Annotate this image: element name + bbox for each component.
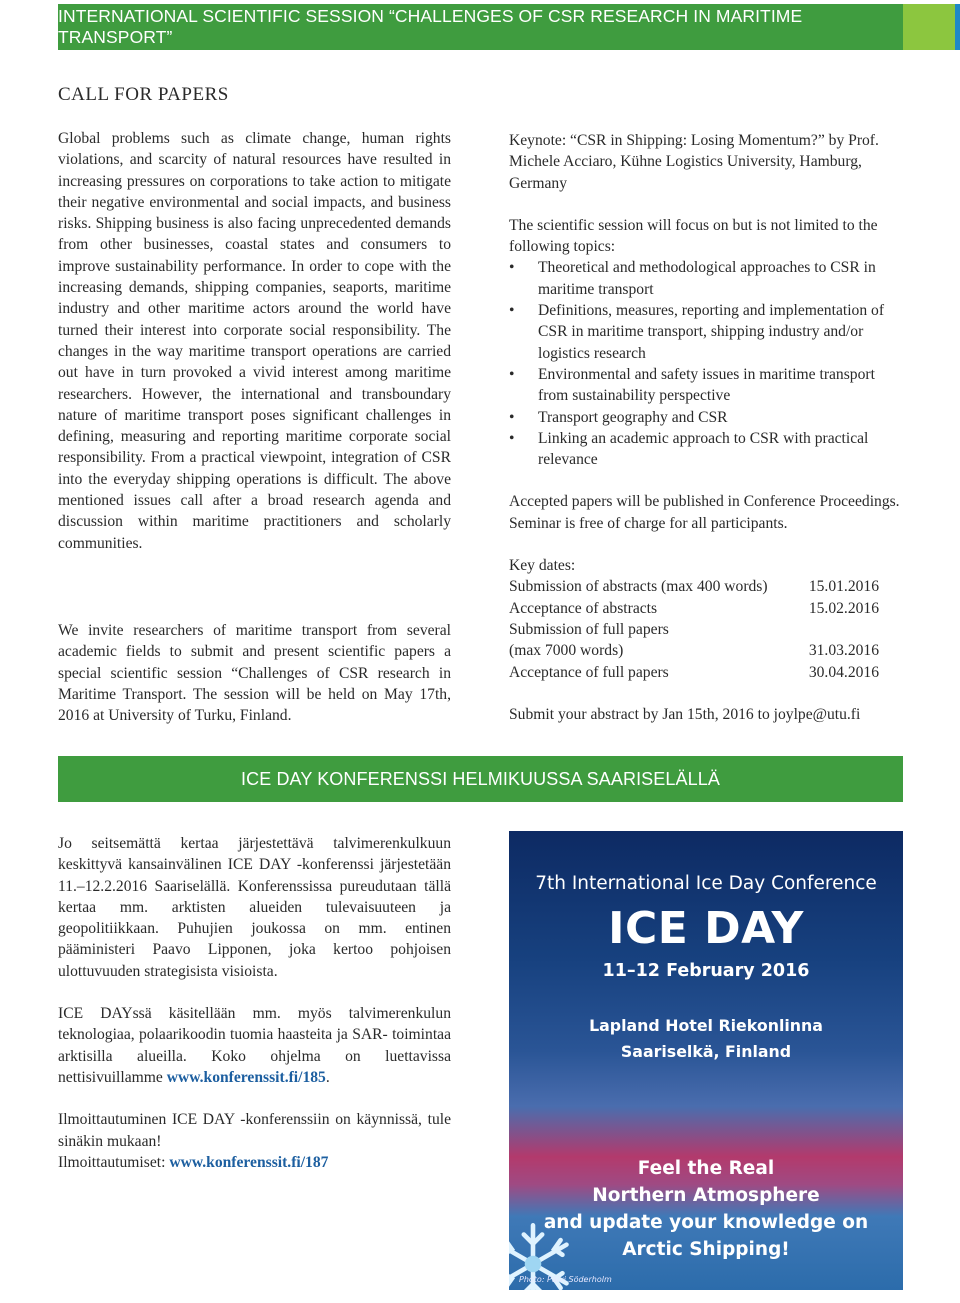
photo-credit: Photo: Päivi Söderholm (519, 1275, 612, 1284)
key-date-label: Acceptance of abstracts (509, 599, 658, 617)
key-date-value: 15.01.2016 (808, 578, 879, 596)
details-column (509, 130, 909, 725)
topic-item: • Environmental and safety issues in maritime transport from sustainability perspective (538, 364, 909, 407)
key-date-value: 31.03.2016 (808, 642, 879, 660)
program-link[interactable]: www.konferenssit.fi/185 (166, 1068, 326, 1086)
key-date-label: Submission of abstracts (max 400 words) (509, 578, 768, 596)
session-banner-text: INTERNATIONAL SCIENTIFIC SESSION “CHALLENGES OF CSR RESEARCH IN MARITIME TRANSPORT” (58, 6, 803, 47)
ice-day-paragraph-3-text: Ilmoittautuminen ICE DAY -konferenssiin on käynnissä, tule sinäkin mukaan! (58, 1111, 451, 1150)
key-dates-table (509, 576, 879, 682)
ice-day-paragraph-1: Jo seitsemättä kertaa järjestettävä talvimerenkulkuun keskittyvä kansainvälinen ICE DAY -konferenssi järjestetään 11.–12.2.2016 Saariselällä. Konferenssissa pureudutaan tällä kertaa mm. arktisten alueiden tulevaisuuteen ja geopolitiikkaan. Puhujien joukossa on mm. entinen pääministeri Paavo Lipponen, joka kertoo pohjoisen ulottuvuuden strategisista visioista. (58, 835, 451, 980)
poster-tagline-line: and update your knowledge on (543, 1212, 869, 1233)
poster-dates: 11–12 February 2016 (602, 961, 810, 981)
session-banner (58, 4, 903, 50)
intro-paragraph: Global problems such as climate change, human rights violations, and scarcity of natural resources have resulted in increasing pressures on corporations to take action to mitigate their negative environmental and social impacts, and business risks. Shipping business is also facing unprecedented demands from other businesses, coastal states and consumers to improve sustainability performance. In order to cope with the increasing demands, shipping companies, seaports, maritime industry and other maritime actors around the world have turned their interest into corporate social responsibility. The changes in the way maritime transport operations are carried out have in turn provoked a vivid interest among maritime researchers. However, the international and transboundary nature of maritime transport poses significant challenges in defining, measuring and reporting maritime corporate social responsibility. From a practical viewpoint, integration of CSR into the everyday shipping operations is difficult. The above mentioned issues call after a broad research agenda and discussion within maritime practitioners and scholarly communities. (58, 130, 451, 552)
key-date-value (799, 619, 879, 640)
topic-item: • Linking an academic approach to CSR with practical relevance (538, 428, 909, 471)
key-date-row (509, 598, 879, 619)
key-date-row (509, 576, 879, 597)
topics-intro: The scientific session will focus on but is not limited to the following topics: (509, 216, 878, 256)
ice-day-paragraph-3 (58, 1109, 451, 1173)
ice-day-poster (509, 831, 903, 1290)
ice-day-paragraph-2-text: ICE DAYssä käsitellään mm. myös talvimerenkulun teknologiaa, polaarikoodin tuomia haasteita ja SAR- toimintaa arktisilla alueilla. Koko ohjelma on luettavissa nettisivuillamme (58, 1005, 451, 1086)
key-date-row (509, 640, 879, 661)
poster-tagline-line: Feel the Real (637, 1158, 775, 1179)
poster-tagline-line: Arctic Shipping! (622, 1239, 790, 1260)
topics-list (509, 257, 909, 470)
key-dates-title: Key dates: (509, 557, 576, 575)
registration-label: Ilmoittautumiset: (58, 1153, 166, 1171)
poster-venue-line-1: Lapland Hotel Riekonlinna (589, 1016, 823, 1035)
poster-tagline-line: Northern Atmosphere (592, 1185, 820, 1206)
key-date-label: Submission of full papers (509, 620, 669, 638)
ice-day-banner (58, 756, 903, 802)
key-date-label: Acceptance of full papers (509, 663, 669, 681)
call-for-papers-heading: CALL FOR PAPERS (58, 84, 229, 105)
key-date-value: 30.04.2016 (808, 663, 879, 681)
intro-column (58, 128, 451, 554)
key-date-row (509, 662, 879, 683)
keynote-paragraph: Keynote: “CSR in Shipping: Losing Momentum?” by Prof. Michele Acciaro, Kühne Logistics University, Hamburg, Germany (509, 132, 879, 192)
poster-title: ICE DAY (608, 903, 804, 954)
banner-accent-green (903, 4, 960, 50)
topic-item: • Transport geography and CSR (538, 407, 909, 428)
submit-note: Submit your abstract by Jan 15th, 2016 to joylpe@utu.fi (509, 705, 861, 723)
banner-accent-blue (955, 4, 960, 50)
key-date-value: 15.02.2016 (808, 599, 879, 617)
poster-venue (509, 1013, 903, 1065)
ice-day-banner-text: ICE DAY KONFERENSSI HELMIKUUSSA SAARISELÄLLÄ (241, 768, 720, 789)
invite-column (58, 620, 451, 726)
poster-venue-line-2: Saariselkä, Finland (620, 1042, 792, 1061)
key-date-label: (max 7000 words) (509, 642, 624, 660)
registration-link[interactable]: www.konferenssit.fi/187 (169, 1153, 329, 1171)
ice-day-paragraph-2: ICE DAYssä käsitellään mm. myös talvimerenkulun teknologiaa, polaarikoodin tuomia haasteita ja SAR- toimintaa arktisilla alueilla. Koko ohjelma on luettavissa nettisivuillamme www.konferenssit.fi/185. (58, 1005, 451, 1086)
ice-day-column (58, 833, 451, 1173)
poster-subtitle: 7th International Ice Day Conference (535, 873, 877, 894)
invite-paragraph: We invite researchers of maritime transport from several academic fields to submit and present scientific papers a special scientific session “Challenges of CSR research in Maritime Transport. The session will be held on May 17th, 2016 at University of Turku, Finland. (58, 622, 451, 725)
key-date-row (509, 619, 879, 640)
topic-item: • Theoretical and methodological approaches to CSR in maritime transport (538, 257, 909, 300)
accepted-papers-note: Accepted papers will be published in Conference Proceedings. Seminar is free of charge for all participants. (509, 493, 900, 532)
topic-item: • Definitions, measures, reporting and implementation of CSR in maritime transport, shipping industry and/or logistics research (538, 300, 909, 364)
